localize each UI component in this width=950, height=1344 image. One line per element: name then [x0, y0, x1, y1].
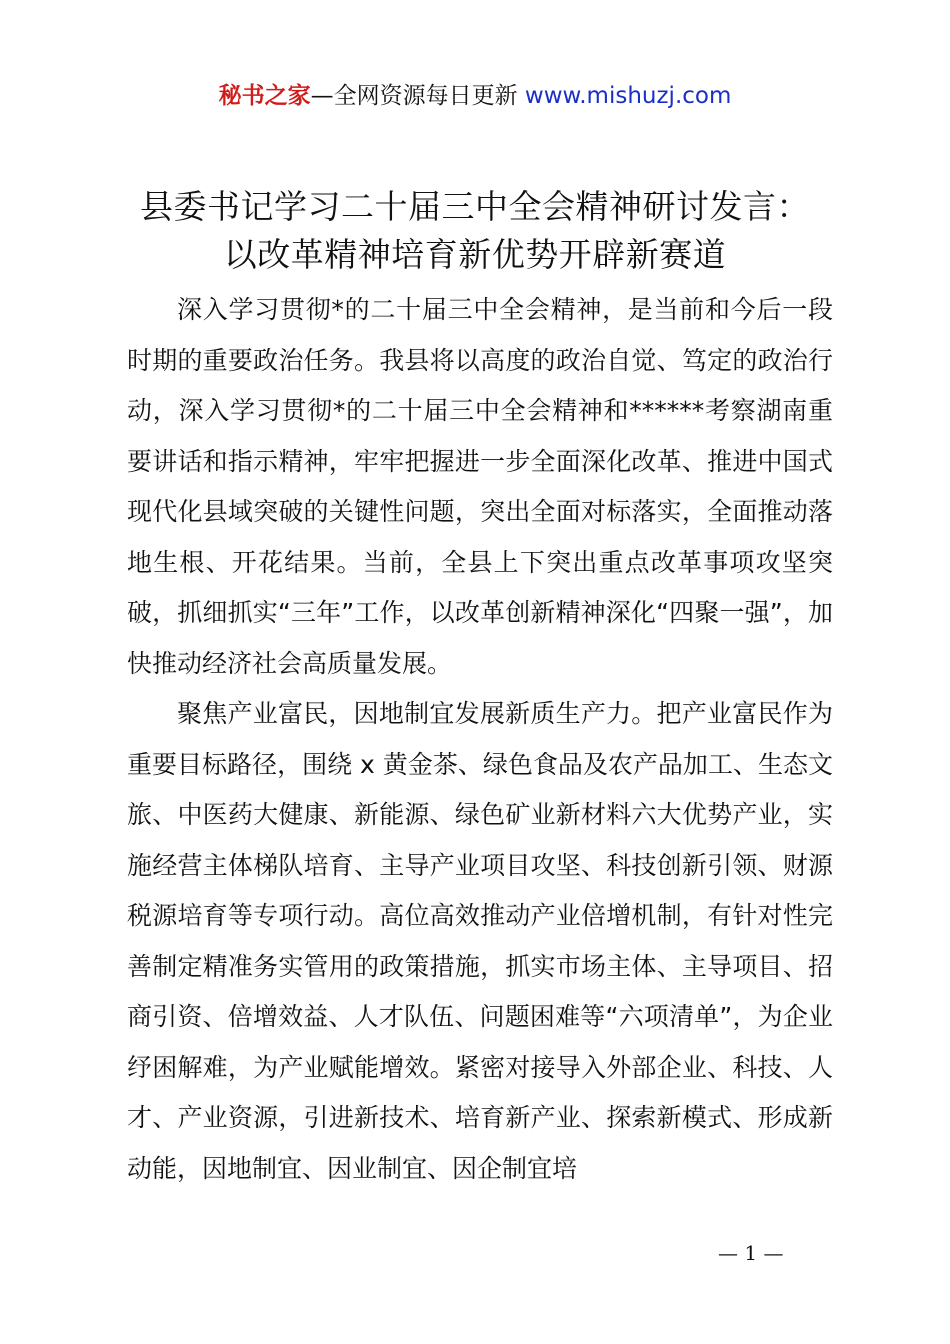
site-watermark-header — [0, 80, 950, 112]
paragraph-2: 聚焦产业富民，因地制宜发展新质生产力。把产业富民作为重要目标路径，围绕 x 黄金茶、绿色食品及农产品加工、生态文旅、中医药大健康、新能源、绿色矿业新材料六大优势产业，实施经营主体梯队培育、主导产业项目攻坚、科技创新引领、财源税源培育等专项行动。高位高效推动产业倍增机制，有针对性完善制定精准务实管用的政策措施，抓实市场主体、主导项目、招商引资、倍增效益、人才队伍、问题困难等“六项清单”，为企业纾困解难，为产业赋能增效。紧密对接导入外部企业、科技、人才、产业资源，引进新技术、培育新产业、探索新模式、形成新动能，因地制宜、因业制宜、因企制宜培 — [127, 699, 833, 1183]
watermark-url: www.mishuzj.com — [524, 83, 732, 109]
document-body — [127, 285, 833, 1194]
document-title — [0, 183, 950, 279]
watermark-tagline: —全网资源每日更新 — [310, 83, 518, 109]
watermark-brand: 秘书之家 — [218, 83, 311, 109]
page-number: — 1 — — [718, 1241, 784, 1265]
document-title-line-2: 以改革精神培育新优势开辟新赛道 — [223, 235, 727, 274]
paragraph-1: 深入学习贯彻*的二十届三中全会精神，是当前和今后一段时期的重要政治任务。我县将以高度的政治自觉、笃定的政治行动，深入学习贯彻*的二十届三中全会精神和******考察湖南重要讲话和指示精神，牢牢把握进一步全面深化改革、推进中国式现代化县域突破的关键性问题，突出全面对标落实，全面推动落地生根、开花结果。当前，全县上下突出重点改革事项攻坚突破，抓细抓实“三年”工作，以改革创新精神深化“四聚一强”，加快推动经济社会高质量发展。 — [127, 295, 833, 678]
document-title-line-1: 县委书记学习二十届三中全会精神研讨发言： — [140, 187, 810, 226]
